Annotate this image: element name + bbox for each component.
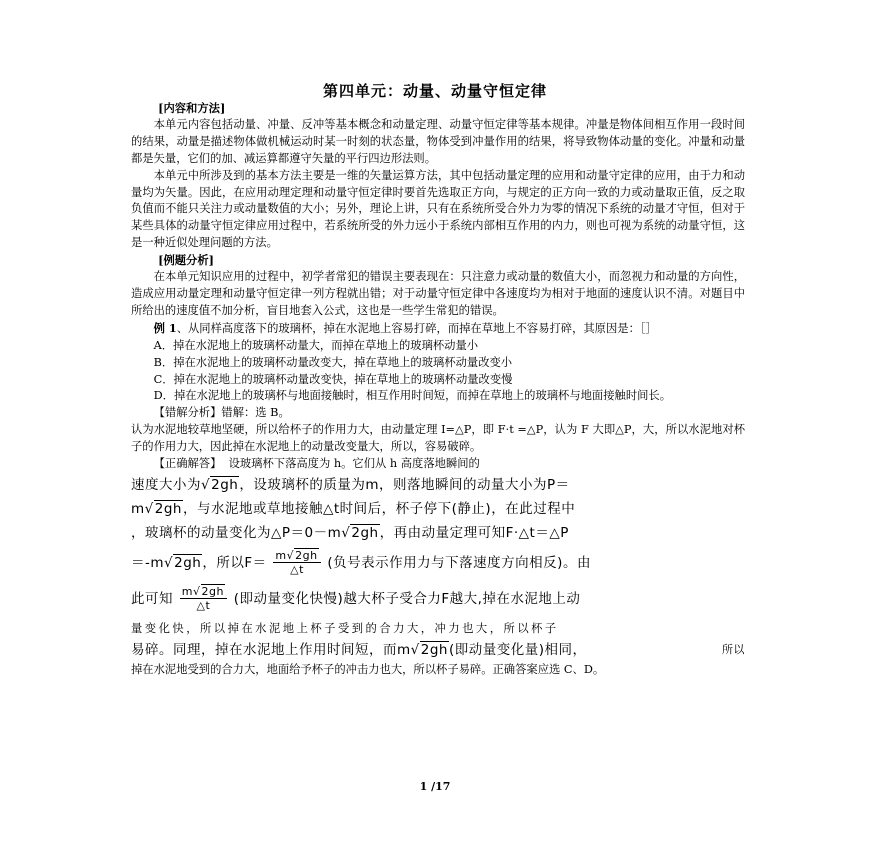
wrong-explanation: 认为水泥地较草地坚硬，所以给杯子的作用力大，由动量定理 I=△P，即 F·t =△P，认为 F 大即△P，大，所以水泥地对杯子的作用力大，因此掉在水泥地上的动量改变量大，所以，容易破碎。 bbox=[131, 423, 745, 454]
option-b: B．掉在水泥地上的玻璃杯动量改变大，掉在草地上的玻璃杯动量改变小 bbox=[153, 355, 513, 369]
correct-answer-intro bbox=[131, 456, 745, 473]
sqrt-2gh: 2gh bbox=[211, 476, 239, 493]
example-question bbox=[131, 320, 745, 338]
paragraph: 本单元内容包括动量、冲量、反冲等基本概念和动量定理、动量守恒定律等基本规律。冲量是物体间相互作用一段时间的结果，动量是描述物体做机械运动时某一时刻的状态量，物体受到冲量作用的结果，将导致物体动量的变化。冲量和动量都是矢量，它们的加、减运算都遵守矢量的平行四边形法则。 bbox=[131, 117, 745, 165]
fraction-force bbox=[273, 549, 320, 576]
formula-text: ，与水泥地或草地接触△t时间后，杯子停下(静止)，在此过程中 bbox=[182, 500, 576, 517]
sqrt-2gh: 2gh bbox=[351, 524, 379, 541]
formula-text: m bbox=[275, 549, 287, 563]
sqrt-2gh: 2gh bbox=[420, 641, 448, 658]
fraction-denominator: △t bbox=[196, 599, 211, 613]
formula-text: (负号表示作用力与下落速度方向相反)。由 bbox=[327, 554, 591, 571]
conclusion-suoyi: 所以 bbox=[722, 642, 745, 656]
formula-line-4: ＝-m√2gh，所以F＝ $\frac{m√2gh}{\triangle t}$ (负号表示作用力与下落速度方向相反)。由 bbox=[131, 549, 591, 577]
correct-label: 【正确解答】 bbox=[153, 457, 222, 471]
section-heading-example-analysis: [例题分析] bbox=[158, 253, 214, 268]
conclusion-line-3: 掉在水泥地受到的合力大，地面给予杯子的冲击力也大，所以杯子易碎。正确答案应选 C、D。 bbox=[131, 662, 605, 676]
formula-text: (即动量变化量)相同， bbox=[448, 641, 587, 658]
formula-text: ＝-m bbox=[131, 554, 165, 571]
page-number: 1 /17 bbox=[419, 780, 451, 793]
formula-text: ，所以F＝ bbox=[202, 554, 267, 571]
conclusion-line-2: 易碎。同理，掉在水泥地上作用时间短，而m√2gh(即动量变化量)相同， 所以 bbox=[131, 638, 745, 662]
fraction-numerator: m√2gh bbox=[180, 585, 227, 599]
option-a: A．掉在水泥地上的玻璃杯动量大，而掉在草地上的玻璃杯动量小 bbox=[153, 338, 479, 352]
example-text: 、从同样高度落下的玻璃杯，掉在水泥地上容易打碎，而掉在草地上不容易打碎，其原因是：［］ bbox=[176, 321, 657, 335]
formula-text: m bbox=[181, 585, 194, 599]
document-body bbox=[131, 100, 745, 679]
correct-intro-text: 设玻璃杯下落高度为 h。它们从 h 高度落地瞬间的 bbox=[228, 457, 480, 471]
option-c: C．掉在水泥地上的玻璃杯动量改变快，掉在草地上的玻璃杯动量改变慢 bbox=[153, 372, 513, 386]
formula-text: (即动量变化快慢)越大杯子受合力F越大,掉在水泥地上动 bbox=[233, 590, 581, 607]
formula-line-5 bbox=[131, 581, 745, 617]
example-label: 例 1 bbox=[153, 320, 177, 335]
section-heading-content-methods: [内容和方法] bbox=[158, 101, 226, 115]
document-title: 第四单元：动量、动量守恒定律 bbox=[322, 82, 547, 100]
paragraph: 在本单元知识应用的过程中，初学者常犯的错误主要表现在：只注意力或动量的数值大小，而忽视力和动量的方向性，造成应用动量定理和动量守恒定律一列方程就出错；对于动量守恒定律中各速度均为相对于地面的速度认识不清。对题目中所给出的速度值不加分析，盲目地套入公式，这也是一些学生常犯的错误。 bbox=[131, 270, 745, 317]
fraction-numerator: m√2gh bbox=[273, 549, 320, 563]
sqrt-2gh: 2gh bbox=[174, 554, 202, 571]
formula-text: 速度大小为 bbox=[131, 476, 201, 493]
sqrt-2gh: 2gh bbox=[154, 500, 182, 517]
formula-text: 易碎。同理，掉在水泥地上作用时间短，而m bbox=[131, 641, 411, 658]
option-d: D．掉在水泥地上的玻璃杯与地面接触时，相互作用时间短，而掉在草地上的玻璃杯与地面接触时间长。 bbox=[153, 389, 672, 403]
formula-text: ，玻璃杯的动量变化为△P＝0－m bbox=[131, 524, 342, 541]
paragraph: 本单元中所涉及到的基本方法主要是一维的矢量运算方法，其中包括动量定理的应用和动量守定律的应用，由于力和动量均为矢量。因此，在应用动理定理和动量守恒定律时要首先选取正方向，与规定的正方向一致的力或动量取正值，反之取负值而不能只关注力或动量数值的大小；另外，理论上讲，只有在系统所受合外力为零的情况下系统的动量才守恒，但对于某些具体的动量守恒定律应用过程中，若系统所受的外力远小于系统内部相互作用的内力，则也可视为系统的动量守恒，这是一种近似处理问题的方法。 bbox=[131, 168, 745, 250]
wrong-label: 【错解分析】 bbox=[153, 406, 222, 420]
formula-text: m bbox=[131, 500, 145, 517]
formula-text: ，再由动量定理可知F·△t＝△P bbox=[379, 524, 569, 541]
formula-text: ，设玻璃杯的质量为m，则落地瞬间的动量大小为P＝ bbox=[239, 476, 570, 493]
formula-text: 此可知 bbox=[131, 590, 173, 607]
sqrt-2gh: 2gh bbox=[295, 549, 318, 563]
formula-line-3: ，玻璃杯的动量变化为△P＝0－m√2gh，再由动量定理可知F·△t＝△P bbox=[131, 524, 569, 541]
formula-line-2: m√2gh，与水泥地或草地接触△t时间后，杯子停下(静止)，在此过程中 bbox=[131, 500, 576, 517]
fraction-denominator: △t bbox=[290, 563, 304, 577]
fraction-momentum-rate bbox=[180, 585, 227, 612]
formula-line-1: 速度大小为√2gh，设玻璃杯的质量为m，则落地瞬间的动量大小为P＝ bbox=[131, 476, 570, 493]
wrong-analysis bbox=[131, 405, 745, 422]
sqrt-2gh: 2gh bbox=[201, 585, 224, 599]
conclusion-line-1: 量变化快，所以掉在水泥地上杯子受到的合力大，冲力也大，所以杯子 bbox=[131, 621, 559, 635]
wrong-answer: 错解：选 B。 bbox=[221, 406, 290, 420]
